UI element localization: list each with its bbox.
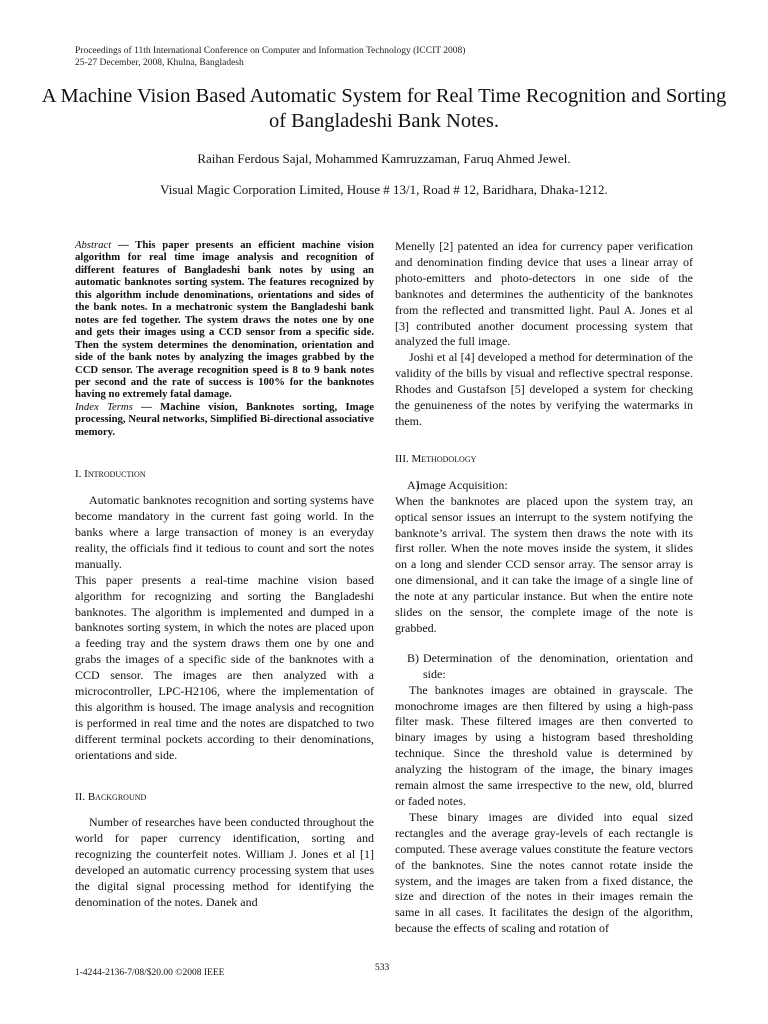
subsection-a-title: Image Acquisition:	[416, 477, 508, 492]
background-paragraph-1: Number of researches have been conducted throughout the world for paper currency identification, sorting and recognizing the counterfeit notes. William J. Jones et al [1] developed an automatic currency processing system that uses the digital signal processing method for identifying the denomination of the notes. Danek and	[75, 815, 374, 909]
copyright-notice: 1-4244-2136-7/08/$20.00 ©2008 IEEE	[75, 968, 225, 978]
abstract	[75, 239, 374, 401]
page-number: 533	[375, 963, 390, 973]
left-column	[75, 239, 374, 911]
conference-name: Proceedings of 11th International Conference on Computer and Information Technology (ICCIT 2008)	[75, 46, 466, 56]
abstract-label: Abstract	[75, 239, 112, 251]
conference-header	[75, 45, 465, 69]
subsection-a-paragraph: When the banknotes are placed upon the system tray, an optical sensor issues an interrupt to the system notifying the banknote’s arrival. The system then draws the note with its first roller. When the note moves inside the system, it slides on a long and slender CCD sensor array. The sensor array is one dimensional, and it can take the image of a single line of the note at any particular instance. But when the entire note slides on the sensor, the complete image of the note is grabbed.	[395, 493, 693, 635]
index-terms	[75, 401, 374, 438]
subsection-a-label: A)	[407, 477, 420, 492]
right-column	[395, 239, 693, 937]
subsection-b-label: B)	[407, 650, 419, 665]
background-paragraph-1-continued: Menelly [2] patented an idea for currency paper verification and denomination finding device that uses a linear array of photo-emitters and photo-detectors in one side of the banknotes and determines the authenticity of the banknotes from the reflected and transmitted light. Paul A. Jones et al [3] contributed another document processing system that analyzed the full image.	[395, 239, 693, 349]
background-paragraph-2: Joshi et al [4] developed a method for determination of the validity of the bills by visual and reflective spectral response. Rhodes and Gustafson [5] developed a system for checking the genuineness of the notes by verifying the watermarks in them.	[395, 350, 693, 428]
subsection-b-heading	[395, 651, 693, 683]
subsection-b-paragraph-2: These binary images are divided into equal sized rectangles and the average gray-levels of each rectangle is computed. These average values constitute the feature vectors of the banknotes. Sine the notes cannot rotate inside the system, and the images are taken from a fixed distance, the size and direction of the notes in their images remain the same in all cases. It facilitates the design of the algorithm, because the effects of scaling and rotation of	[395, 809, 693, 936]
subsection-b-paragraph-1: The banknotes images are obtained in grayscale. The monochrome images are then filtered by using a high-pass filter mask. These filtered images are then converted to binary images by using a histogram based thresholding technique. Since the threshold value is determined by analyzing the histogram of the image, the binary images remain almost the same irrespective to the new, old, blurred or faded notes.	[395, 682, 693, 808]
abstract-text: — This paper presents an efficient machine vision algorithm for real time image analysis and recognition of different features of Bangladeshi bank notes by using an automatic banknotes sorting system. The features recognized by this algorithm include denominations, orientations and sides of the bank notes. In a mechatronic system the Bangladeshi bank notes are fed together. The system draws the notes one by one and gets their images using a CCD sensor from a specific side. Then the system determines the denomination, orientation and side of the bank notes by analyzing the images grabbed by the CCD sensor. The average recognition speed is 8 to 9 bank notes per second and the rate of success is 100% for the banknotes having no extremely fatal damage.	[75, 239, 374, 401]
intro-paragraph-1: Automatic banknotes recognition and sorting systems have become mandatory in the current fast going world. In the banks where a large transaction of money is an everyday reality, the officials find it tedious to count and sort the notes manually.	[75, 493, 374, 571]
section-heading-introduction: I. Introduction	[75, 468, 146, 481]
paper-affiliation: Visual Magic Corporation Limited, House # 13/1, Road # 12, Baridhara, Dhaka-1212.	[160, 182, 608, 197]
intro-paragraph-2: This paper presents a real-time machine vision based algorithm for recognizing and sorting the Bangladeshi banknotes. The algorithm is implemented and dumped in a banknotes sorting system, in which the notes are placed upon a feeding tray and the system draws them one by one and grabs the images of a specific side of the banknotes with a CCD sensor. The images are then analyzed with a microcontroller, LPC-H2106, where the implementation of this algorithm is housed. The image analysis and recognition is performed in real time and the notes are dispatched to two different terminal pockets according to their denominations, orientations and side.	[75, 572, 374, 762]
paper-authors: Raihan Ferdous Sajal, Mohammed Kamruzzaman, Faruq Ahmed Jewel.	[197, 151, 571, 166]
section-heading-background: II. Background	[75, 790, 147, 803]
section-heading-methodology: III. Methodology	[395, 452, 477, 465]
subsection-b-title: Determination of the denomination, orientation and side:	[423, 650, 693, 681]
conference-date-location: 25-27 December, 2008, Khulna, Bangladesh	[75, 58, 244, 68]
subsection-a-heading	[395, 478, 693, 494]
index-terms-label: Index Terms	[75, 400, 133, 413]
index-terms-text: — Machine vision, Banknotes sorting, Image processing, Neural networks, Simplified Bi-directional associative memory.	[75, 400, 374, 438]
paper-title: A Machine Vision Based Automatic System for Real Time Recognition and Sorting of Bangladeshi Bank Notes.	[41, 85, 727, 132]
